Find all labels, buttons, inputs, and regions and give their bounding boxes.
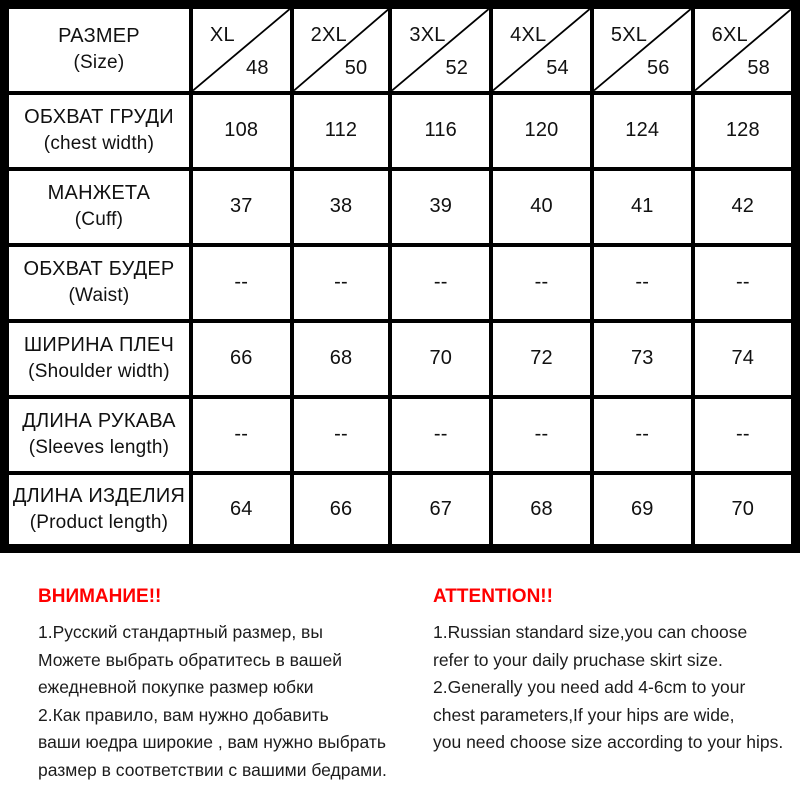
- note-line-ru: размер в соответствии с вашими бедрами.: [38, 759, 387, 780]
- value-cell: [390, 473, 491, 549]
- value-cell: [693, 93, 796, 169]
- size-label: 2XL: [310, 24, 347, 46]
- value-cell: [592, 93, 693, 169]
- diagonal-line-icon: [193, 9, 290, 91]
- row-label-en: (Sleeves length): [28, 437, 170, 459]
- value: 69: [630, 497, 654, 520]
- value-cell: [592, 397, 693, 473]
- note-line-en: 2.Generally you need add 4-6cm to your: [433, 677, 746, 697]
- row-label-cell: [5, 397, 191, 473]
- value-cell: [292, 245, 391, 321]
- header-cell-2xl: [292, 5, 391, 93]
- value: 116: [424, 119, 458, 141]
- value: 70: [731, 497, 755, 520]
- value: 66: [329, 497, 353, 520]
- value-cell: [191, 397, 292, 473]
- value-cell: [191, 473, 292, 549]
- value-cell: [390, 321, 491, 397]
- value-cell: [292, 473, 391, 549]
- value: 120: [524, 119, 559, 141]
- size-label: 5XL: [610, 24, 648, 46]
- row-chest-width: [5, 93, 796, 169]
- row-label-ru: МАНЖЕТА: [47, 182, 151, 205]
- row-label-en: (Waist): [68, 285, 130, 307]
- header-cell-5xl: [592, 5, 693, 93]
- row-shoulder-width: [5, 321, 796, 397]
- note-line-ru: 2.Как правило, вам нужно добавить: [38, 704, 329, 725]
- value: --: [234, 423, 249, 445]
- note-line-en: chest parameters,If your hips are wide,: [433, 704, 735, 725]
- attention-heading-en: ATTENTION!!: [433, 586, 553, 607]
- header-cell-xl: [191, 5, 292, 93]
- value-cell: [390, 169, 491, 245]
- diagonal-line-icon: [594, 9, 691, 91]
- header-cell-3xl: [390, 5, 491, 93]
- diagonal-line-icon: [493, 9, 590, 91]
- note-line-en: you need choose size according to your hips.: [433, 732, 784, 752]
- header-cell-6xl: [693, 5, 796, 93]
- corner-label-ru: РАЗМЕР: [58, 25, 140, 48]
- value: 128: [725, 119, 760, 141]
- value-cell: [292, 321, 391, 397]
- value: 108: [224, 119, 259, 141]
- row-label-cell: [5, 93, 191, 169]
- note-line-en: 1.Russian standard size,you can choose: [433, 622, 748, 642]
- row-label-ru: ДЛИНА РУКАВА: [22, 410, 176, 433]
- value: 42: [731, 195, 755, 217]
- diagonal-line-icon: [294, 9, 389, 91]
- note-line-ru: ежедневной покупке размер юбки: [38, 677, 314, 697]
- value-cell: [693, 169, 796, 245]
- row-label-cell: [5, 245, 191, 321]
- value: --: [334, 423, 348, 445]
- row-waist: [5, 245, 796, 321]
- value-cell: [292, 93, 391, 169]
- value: --: [234, 271, 249, 293]
- row-product-length: [5, 473, 796, 549]
- value-cell: [191, 245, 292, 321]
- corner-cell-size: [5, 5, 191, 93]
- note-line-ru: ваши юедра широкие , вам нужно выбрать: [38, 732, 386, 752]
- value-cell: [491, 93, 592, 169]
- diagonal-line-icon: [695, 9, 791, 91]
- value: 112: [324, 119, 358, 141]
- value-cell: [390, 245, 491, 321]
- value-cell: [191, 321, 292, 397]
- size-number: 52: [445, 56, 469, 79]
- notes-section: [38, 586, 800, 784]
- value: 68: [530, 497, 553, 520]
- header-cell-4xl: [491, 5, 592, 93]
- size-label: 6XL: [711, 24, 748, 46]
- value: 41: [630, 195, 654, 217]
- value: 73: [630, 347, 654, 369]
- row-cuff: [5, 169, 796, 245]
- row-label-en: (Cuff): [74, 209, 124, 231]
- value: 70: [429, 347, 453, 369]
- value: --: [334, 271, 348, 293]
- value-cell: [592, 169, 693, 245]
- value: --: [735, 271, 750, 293]
- value: 39: [429, 195, 453, 217]
- value-cell: [592, 321, 693, 397]
- size-label: 4XL: [510, 24, 547, 46]
- row-label-en: (chest width): [43, 133, 155, 155]
- size-number: 50: [344, 56, 368, 79]
- value: 67: [429, 497, 453, 520]
- value: --: [635, 271, 650, 293]
- value: 64: [229, 497, 253, 520]
- row-label-cell: [5, 169, 191, 245]
- row-sleeves-length: [5, 397, 796, 473]
- attention-heading-ru: ВНИМАНИЕ!!: [38, 586, 162, 607]
- value: 38: [329, 195, 353, 217]
- row-label-en: (Product length): [29, 511, 169, 533]
- value-cell: [693, 321, 796, 397]
- value-cell: [491, 321, 592, 397]
- value: 40: [530, 195, 553, 217]
- diagonal-line-icon: [392, 9, 489, 91]
- row-label-ru: ОБХВАТ БУДЕР: [23, 258, 175, 281]
- value-cell: [592, 245, 693, 321]
- note-line-ru: Можете выбрать обратитесь в вашей: [38, 649, 343, 670]
- value: --: [635, 423, 650, 445]
- value-cell: [592, 473, 693, 549]
- value: 124: [625, 119, 660, 141]
- value-cell: [191, 93, 292, 169]
- value: 68: [329, 347, 353, 369]
- value: --: [433, 271, 448, 293]
- value-cell: [693, 473, 796, 549]
- row-label-ru: ШИРИНА ПЛЕЧ: [23, 334, 175, 357]
- value-cell: [390, 93, 491, 169]
- value-cell: [491, 473, 592, 549]
- value: --: [735, 423, 750, 445]
- value: --: [534, 271, 549, 293]
- value-cell: [191, 169, 292, 245]
- value-cell: [491, 245, 592, 321]
- note-english: [433, 586, 793, 784]
- row-label-en: (Shoulder width): [28, 361, 170, 383]
- value-cell: [693, 397, 796, 473]
- value: --: [433, 423, 448, 445]
- row-label-cell: [5, 473, 191, 549]
- note-russian: [38, 586, 433, 784]
- size-label: XL: [209, 24, 235, 46]
- size-number: 48: [246, 56, 269, 79]
- row-label-ru: ДЛИНА ИЗДЕЛИЯ: [12, 484, 186, 507]
- value: --: [534, 423, 549, 445]
- value-cell: [693, 245, 796, 321]
- value-cell: [491, 169, 592, 245]
- note-line-ru: 1.Русский стандартный размер, вы: [38, 622, 323, 642]
- value-cell: [292, 169, 391, 245]
- value: 37: [229, 195, 253, 217]
- value: 72: [530, 347, 553, 369]
- value-cell: [491, 397, 592, 473]
- size-label: 3XL: [409, 24, 446, 46]
- size-number: 54: [546, 56, 569, 79]
- size-number: 58: [747, 56, 770, 79]
- value-cell: [390, 397, 491, 473]
- value-cell: [292, 397, 391, 473]
- corner-label-en: (Size): [73, 52, 125, 74]
- row-label-cell: [5, 321, 191, 397]
- value: 74: [731, 347, 755, 369]
- row-label-ru: ОБХВАТ ГРУДИ: [24, 106, 174, 129]
- note-line-en: refer to your daily pruchase skirt size.: [433, 649, 723, 670]
- header-row: [5, 5, 796, 93]
- value: 66: [229, 347, 253, 369]
- size-number: 56: [646, 56, 670, 79]
